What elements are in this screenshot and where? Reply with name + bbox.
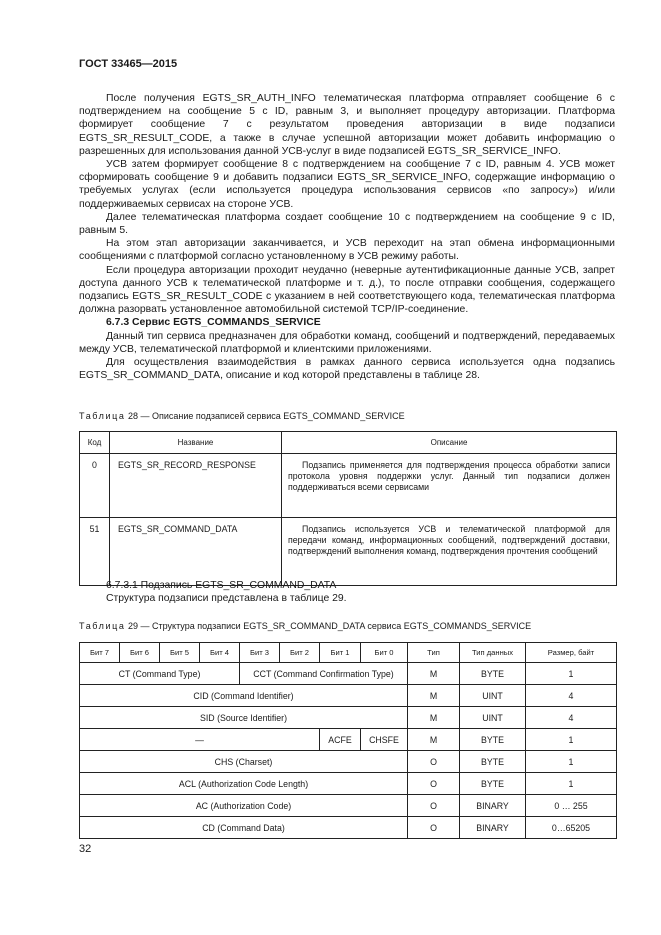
paragraph: Данный тип сервиса предназначен для обработки команд, сообщений и подтверждений, передаваемых между УСВ, телематической платформой и клиентскими приложениями. — [79, 330, 615, 355]
table-row — [80, 751, 617, 773]
column-header: Тип данных — [460, 643, 526, 663]
paragraph: Для осуществления взаимодействия в рамках данного сервиса используется одна подзапись EGTS_SR_COMMAND_DATA, описание и код которой представлены в таблице 28. — [79, 357, 615, 382]
column-header: Бит 2 — [280, 643, 320, 663]
cell-size: 0…65205 — [526, 817, 617, 839]
cell-size: 1 — [526, 751, 617, 773]
cell-name: EGTS_SR_COMMAND_DATA — [110, 518, 282, 586]
table-row — [80, 685, 617, 707]
paragraph: Структура подзаписи представлена в таблице 29. — [106, 593, 347, 605]
cell-field: AC (Authorization Code) — [80, 795, 408, 817]
cell-type: O — [408, 817, 460, 839]
table-row — [80, 518, 617, 586]
paragraph: Далее телематическая платформа создает сообщение 10 с подтверждением на сообщение 9 с ID, равным 5. — [79, 211, 615, 237]
cell-field: ACFE — [320, 729, 361, 751]
cell-type: M — [408, 707, 460, 729]
document-header: ГОСТ 33465—2015 — [79, 58, 178, 70]
column-header: Размер, байт — [526, 643, 617, 663]
table-header-row — [80, 643, 617, 663]
cell-field: CHS (Charset) — [80, 751, 408, 773]
table-29-caption: Таблица 29 — Структура подзаписи EGTS_SR_COMMAND_DATA сервиса EGTS_COMMANDS_SERVICE — [79, 621, 532, 631]
cell-data-type: UINT — [460, 685, 526, 707]
table-29 — [79, 642, 617, 839]
cell-field: ACL (Authorization Code Length) — [80, 773, 408, 795]
table-row — [80, 817, 617, 839]
table-row — [80, 729, 617, 751]
cell-size: 4 — [526, 685, 617, 707]
subsection-heading: 6.7.3.1 Подзапись EGTS_SR_COMMAND_DATA — [106, 580, 337, 591]
text-block-authorization — [79, 92, 615, 382]
table-row — [80, 795, 617, 817]
cell-field: SID (Source Identifier) — [80, 707, 408, 729]
cell-data-type: BINARY — [460, 817, 526, 839]
paragraph: УСВ затем формирует сообщение 8 с подтверждением на сообщение 7 с ID, равным 4. УСВ может сформировать сообщение 9 и добавить подзаписи EGTS_SR_SERVICE_INFO, содержащие информацию о требуемых услугах (если используется процедура использования сервисов «по запросу») и/или поддерживаемых сервисах на стороне УСВ. — [79, 159, 615, 210]
column-header: Тип — [408, 643, 460, 663]
cell-size: 1 — [526, 663, 617, 685]
column-header: Бит 3 — [240, 643, 280, 663]
cell-size: 4 — [526, 707, 617, 729]
cell-description: Подзапись используется УСВ и телематической платформой для передачи команд, информационных сообщений, подтверждений доставки, подтверждений выполнения команд, подтверждения прочтения сообщений — [282, 518, 617, 586]
cell-code: 51 — [80, 518, 110, 586]
cell-field: CD (Command Data) — [80, 817, 408, 839]
table-row — [80, 663, 617, 685]
cell-type: M — [408, 729, 460, 751]
table-row — [80, 454, 617, 518]
text-block-subsection — [79, 579, 615, 605]
section-heading: 6.7.3 Сервис EGTS_COMMANDS_SERVICE — [106, 317, 321, 329]
cell-field: CID (Command Identifier) — [80, 685, 408, 707]
column-header: Бит 0 — [361, 643, 408, 663]
cell-data-type: BYTE — [460, 773, 526, 795]
column-header: Бит 1 — [320, 643, 361, 663]
cell-field: CT (Command Type) — [80, 663, 240, 685]
cell-data-type: BYTE — [460, 729, 526, 751]
cell-description: Подзапись применяется для подтверждения процесса обработки записи протокола уровня поддержки услуг. Данный тип подзаписи должен поддерживаться всеми сервисами — [282, 454, 617, 518]
column-header: Бит 5 — [160, 643, 200, 663]
cell-name: EGTS_SR_RECORD_RESPONSE — [110, 454, 282, 518]
column-header: Бит 6 — [120, 643, 160, 663]
cell-type: O — [408, 795, 460, 817]
table-header-row — [80, 432, 617, 454]
cell-data-type: BYTE — [460, 751, 526, 773]
column-header: Описание — [282, 432, 617, 454]
cell-type: M — [408, 663, 460, 685]
table-28-caption: Таблица 28 — Описание подзаписей сервиса EGTS_COMMAND_SERVICE — [79, 411, 405, 421]
cell-data-type: BYTE — [460, 663, 526, 685]
paragraph: После получения EGTS_SR_AUTH_INFO телематическая платформа отправляет сообщение 6 с подтверждением на сообщение 5 с ID, равным 3, и выполняет процедуру авторизации. Платформа формирует сообщение 7 с результатом проведения авторизации в виде подзаписи EGTS_SR_RESULT_CODE, а также в случае успешной авторизации может добавить информацию о разрешенных для использования данной УСВ-услуг в виде подзаписей EGTS_SR_SERVICE_INFO. — [79, 93, 615, 157]
column-header: Код — [80, 432, 110, 454]
table-row — [80, 773, 617, 795]
paragraph: На этом этап авторизации заканчивается, и УСВ переходит на этап обмена информационными сообщениями с платформой согласно установленному в УСВ режиму работы. — [79, 238, 615, 263]
page-number: 32 — [79, 843, 92, 855]
table-row — [80, 707, 617, 729]
cell-field: CHSFE — [361, 729, 408, 751]
cell-type: O — [408, 751, 460, 773]
column-header: Бит 7 — [80, 643, 120, 663]
cell-data-type: UINT — [460, 707, 526, 729]
cell-type: O — [408, 773, 460, 795]
cell-data-type: BINARY — [460, 795, 526, 817]
cell-type: M — [408, 685, 460, 707]
column-header: Название — [110, 432, 282, 454]
cell-size: 1 — [526, 773, 617, 795]
paragraph: Если процедура авторизации проходит неудачно (неверные аутентификационные данные УСВ, запрет доступа данного УСВ к телематической платформе и т. д.), то после отправки сообщения, содержащего подзапись EGTS_SR_RESULT_CODE с указанием в ней соответствующего кода, телематическая платформа должна разорвать установленное автомобильной системой TCP/IP-соединение. — [79, 264, 615, 316]
cell-size: 0 … 255 — [526, 795, 617, 817]
table-28 — [79, 431, 617, 586]
cell-size: 1 — [526, 729, 617, 751]
cell-field: CCT (Command Confirmation Type) — [240, 663, 408, 685]
column-header: Бит 4 — [200, 643, 240, 663]
cell-field: — — [80, 729, 320, 751]
cell-code: 0 — [80, 454, 110, 518]
